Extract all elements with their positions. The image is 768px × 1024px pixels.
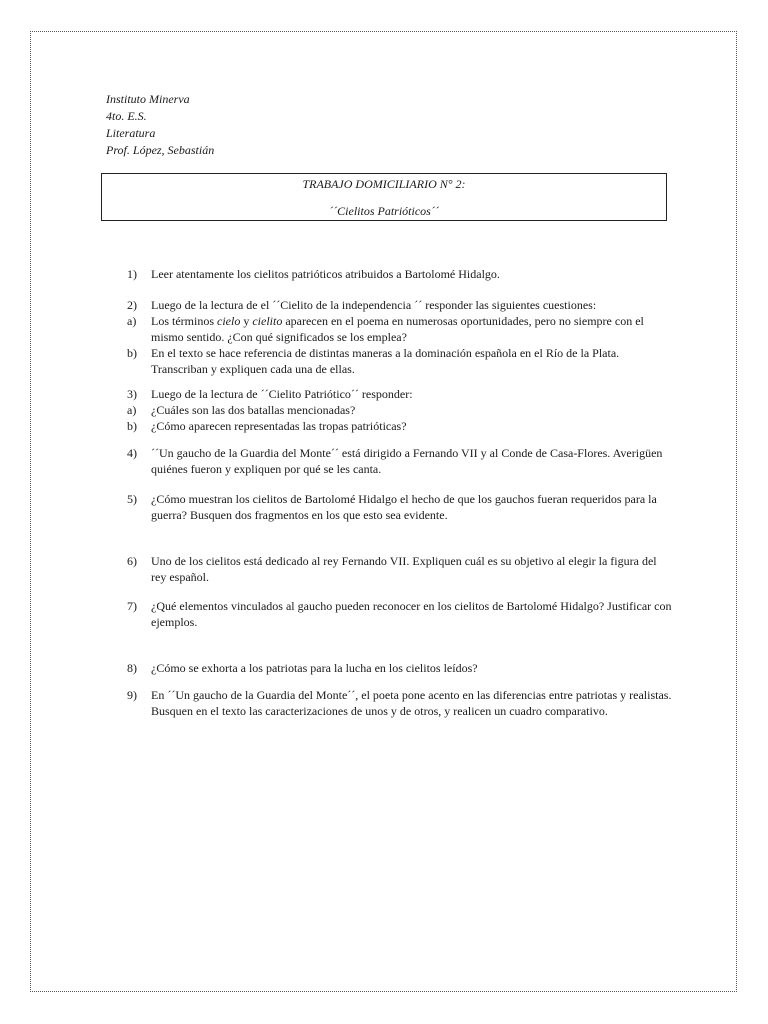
text-segment: y [240,314,253,328]
question-number: 8) [127,661,137,675]
header-grade: 4to. E.S. [106,109,147,123]
question-6 [127,553,672,585]
part-label: b) [127,346,137,360]
question-text: ´´Un gaucho de la Guardia del Monte´´ está dirigido a Fernando VII y al Conde de Casa-Flores. Averigüen quiénes fueron y expliquen por qué se les canta. [151,446,663,476]
question-text: Luego de la lectura de el ´´Cielito de la independencia ´´ responder las siguientes cuestiones: [151,298,597,312]
question-text: ¿Qué elementos vinculados al gaucho pueden reconocer en los cielitos de Bartolomé Hidalgo? Justificar con ejemplos. [151,599,672,629]
text-segment: aparecen en el poema en numerosas oportunidades, pero no siempre con el mismo sentido. ¿Con qué significados se los emplea? [151,314,644,344]
question-3 [127,386,672,434]
title-line-1: TRABAJO DOMICILIARIO N° 2: [302,177,466,191]
question-5 [127,491,672,523]
part-label: a) [127,314,137,328]
question-2-part-b [127,345,672,377]
question-2 [127,297,672,377]
text-segment: Los términos [151,314,217,328]
question-number: 7) [127,599,137,613]
question-text: Luego de la lectura de ´´Cielito Patriótico´´ responder: [151,387,413,401]
question-number: 5) [127,492,137,506]
question-number: 1) [127,267,137,281]
question-text: Leer atentamente los cielitos patrióticos atribuidos a Bartolomé Hidalgo. [151,267,500,281]
part-text: ¿Cuáles son las dos batallas mencionadas? [151,403,356,417]
term-cielito: cielito [252,314,283,328]
part-label: a) [127,403,137,417]
question-4 [127,445,672,477]
question-9 [127,687,672,719]
question-number: 3) [127,387,137,401]
question-3-part-a [127,402,672,418]
header-teacher: Prof. López, Sebastián [106,143,215,157]
question-text: ¿Cómo muestran los cielitos de Bartolomé Hidalgo el hecho de que los gauchos fueran requeridos para la guerra? Busquen dos fragmentos en los que esto sea evidente. [151,492,657,522]
question-7 [127,598,672,630]
question-3-part-b [127,418,672,434]
title-box [101,173,667,221]
question-number: 2) [127,298,137,312]
question-text: ¿Cómo se exhorta a los patriotas para la lucha en los cielitos leídos? [151,661,478,675]
part-text: En el texto se hace referencia de distintas maneras a la dominación española en el Río de la Plata. Transcriban y expliquen cada una de ellas. [151,346,620,376]
question-number: 9) [127,688,137,702]
term-cielo: cielo [217,314,241,328]
part-text: ¿Cómo aparecen representadas las tropas patrióticas? [151,419,407,433]
question-2-part-a [127,313,672,345]
question-number: 6) [127,554,137,568]
question-text: En ´´Un gaucho de la Guardia del Monte´´, el poeta pone acento en las diferencias entre patriotas y realistas. Busquen en el texto las caracterizaciones de unos y de otros, y realicen un cuadro comparativo. [151,688,672,718]
question-text: Uno de los cielitos está dedicado al rey Fernando VII. Expliquen cuál es su objetivo al elegir la figura del rey español. [151,554,657,584]
part-text [151,313,672,345]
header-block [106,91,214,159]
question-8 [127,660,672,676]
question-number: 4) [127,446,137,460]
header-subject: Literatura [106,126,156,140]
title-line-2: ´´Cielitos Patrióticos´´ [329,204,439,218]
header-institution: Instituto Minerva [106,92,190,106]
question-1 [127,266,672,282]
part-label: b) [127,419,137,433]
